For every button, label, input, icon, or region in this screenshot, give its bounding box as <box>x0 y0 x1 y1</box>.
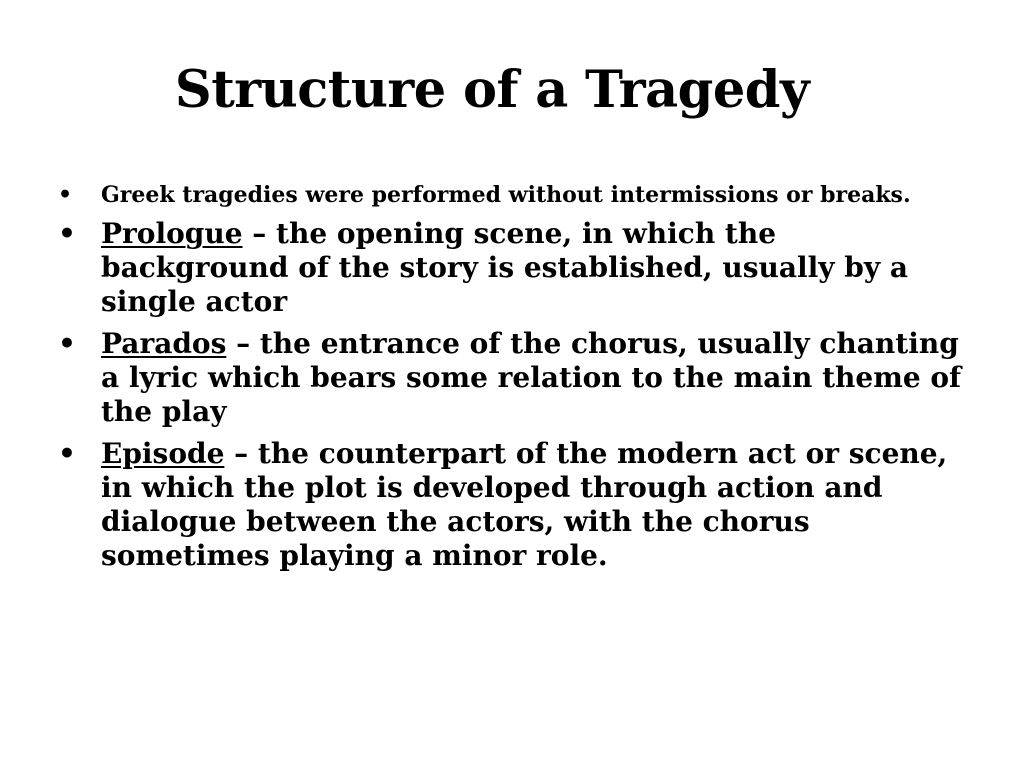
bullet-episode <box>58 437 968 573</box>
bullet-marker: • <box>58 437 76 470</box>
intro-text: Greek tragedies were performed without intermissions or breaks. <box>101 182 911 208</box>
term-parados: Parados <box>101 327 227 360</box>
bullet-list <box>58 182 968 581</box>
term-prologue: Prologue <box>101 217 243 250</box>
definition-prologue: – the opening scene, in which the background of the story is established, usually by a single actor <box>101 217 908 318</box>
bullet-prologue <box>58 217 968 319</box>
bullet-marker: • <box>58 327 76 360</box>
definition-episode: – the counterpart of the modern act or scene, in which the plot is developed through action and dialogue between the actors, with the chorus sometimes playing a minor role. <box>101 437 948 572</box>
slide-title: Structure of a Tragedy <box>174 60 810 120</box>
bullet-marker: • <box>58 182 73 208</box>
bullet-marker: • <box>58 217 76 250</box>
term-episode: Episode <box>101 437 225 470</box>
definition-parados: – the entrance of the chorus, usually chanting a lyric which bears some relation to the main theme of the play <box>101 327 962 428</box>
bullet-parados <box>58 327 968 429</box>
bullet-intro <box>58 182 968 208</box>
